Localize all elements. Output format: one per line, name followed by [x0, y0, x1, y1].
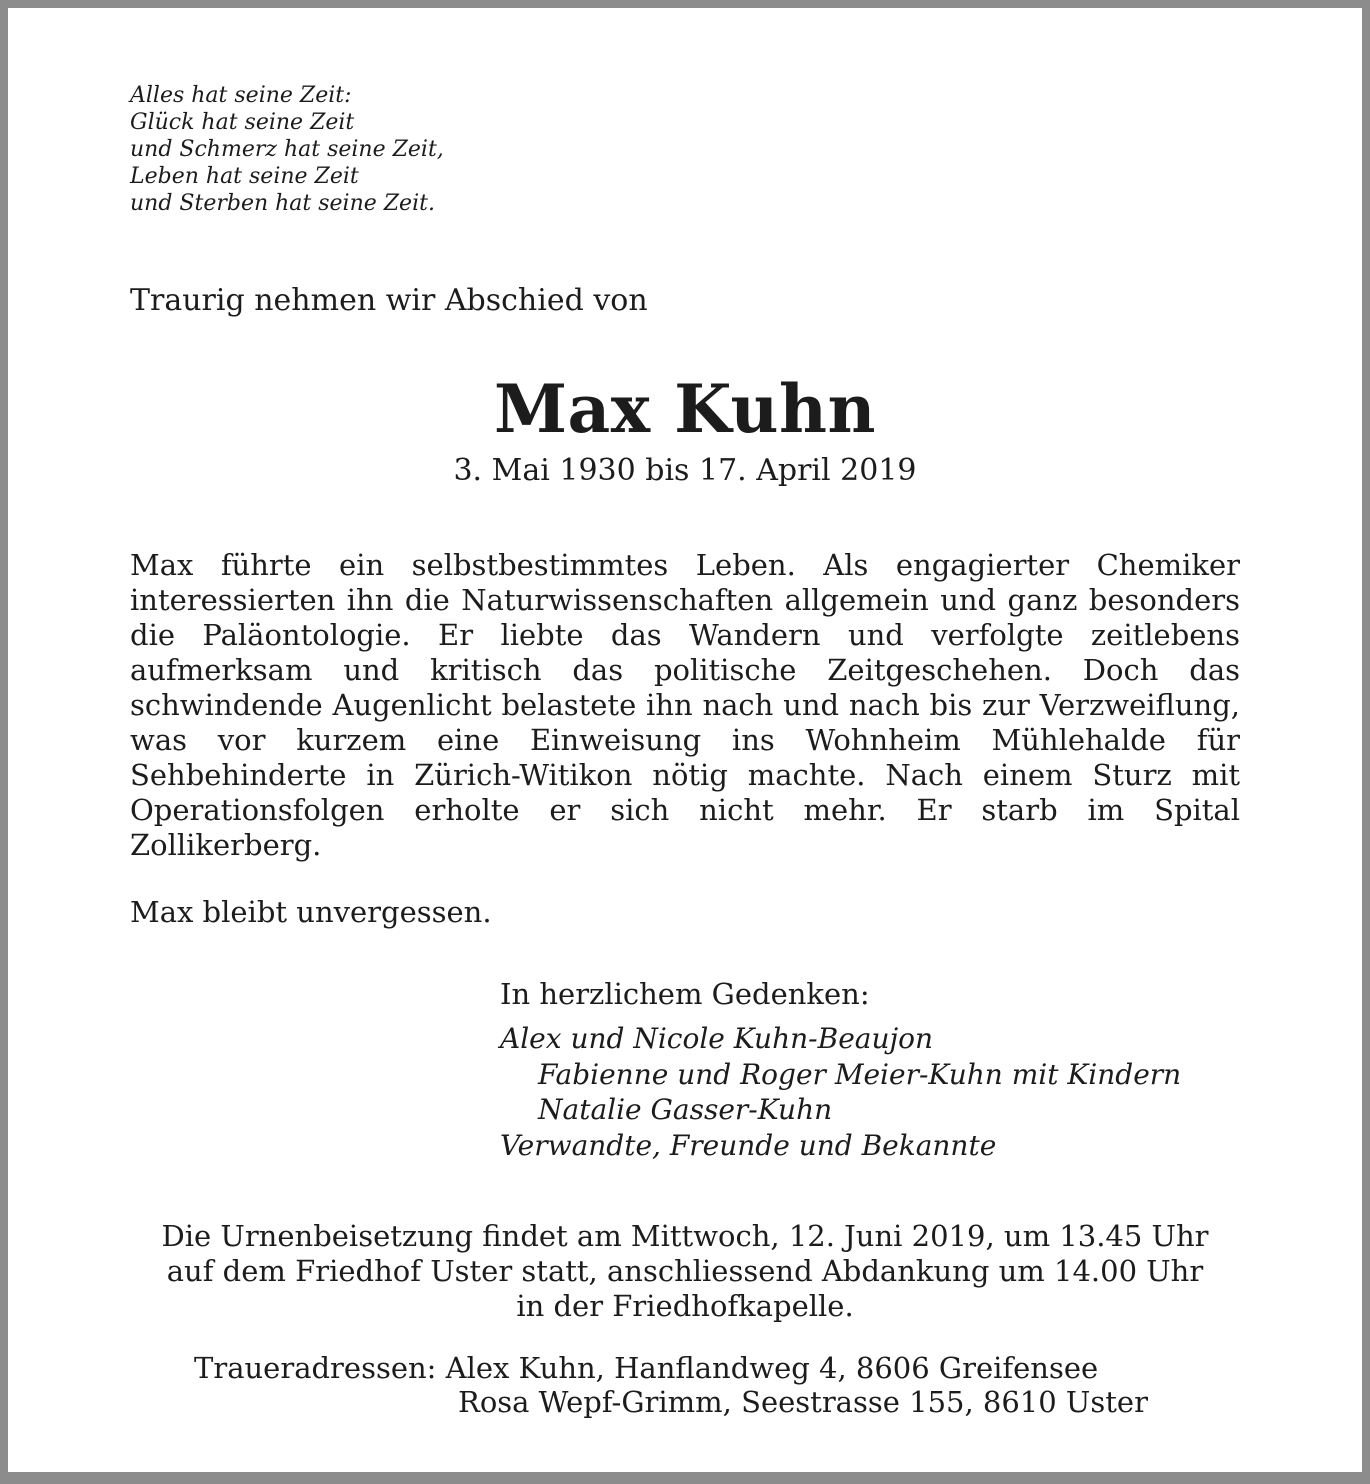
motto-line: und Schmerz hat seine Zeit, [130, 137, 444, 162]
memorial-title: In herzlichem Gedenken: [500, 977, 870, 1011]
family-member: Fabienne und Roger Meier-Kuhn mit Kindern [538, 1057, 1182, 1091]
intro-text: Traurig nehmen wir Abschied von [130, 283, 648, 318]
burial-line: Die Urnenbeisetzung findet am Mittwoch, 12. Juni 2019, um 13.45 Uhr [161, 1219, 1209, 1253]
burial-line: in der Friedhofkapelle. [516, 1289, 854, 1323]
closing-line: Max bleibt unvergessen. [130, 895, 492, 929]
burial-notice [8, 1219, 1362, 1324]
obituary-page [8, 8, 1362, 1472]
family-member: Verwandte, Freunde und Bekannte [500, 1128, 997, 1162]
family-list [500, 1021, 1181, 1163]
addresses-label: Traueradressen: [194, 1351, 437, 1385]
address-line: Alex Kuhn, Hanflandweg 4, 8606 Greifensee [445, 1351, 1099, 1385]
family-member: Alex und Nicole Kuhn-Beaujon [500, 1022, 934, 1055]
motto-line: Alles hat seine Zeit: [130, 83, 352, 108]
deceased-name: Max Kuhn [493, 370, 877, 448]
motto-line: Glück hat seine Zeit [130, 110, 355, 135]
life-dates: 3. Mai 1930 bis 17. April 2019 [453, 453, 917, 488]
mourning-addresses [194, 1351, 1148, 1419]
biography-text: Max führte ein selbstbestimmtes Leben. Als engagierter Chemiker interessierten ihn die Naturwissenschaften allgemein und ganz besonders die Paläontologie. Er liebte das Wandern und verfolgte zeitlebens aufmerksam und kritisch das politische Zeitgeschehen. Doch das schwindende Augenlicht belastete ihn nach und nach bis zur Verzweiflung, was vor kurzem eine Einweisung ins Wohnheim Mühlehalde für Sehbehinderte in Zürich-Witikon nötig machte. Nach einem Sturz mit Operationsfolgen erholte er sich nicht mehr. Er starb im Spital Zollikerberg. [130, 548, 1240, 862]
family-member: Natalie Gasser-Kuhn [538, 1093, 833, 1126]
motto-line: und Sterben hat seine Zeit. [130, 191, 435, 216]
motto-line: Leben hat seine Zeit [130, 164, 359, 189]
burial-line: auf dem Friedhof Uster statt, anschliessend Abdankung um 14.00 Uhr [166, 1254, 1204, 1288]
motto-verse [130, 82, 444, 217]
address-line: Rosa Wepf-Grimm, Seestrasse 155, 8610 Uster [458, 1385, 1148, 1419]
